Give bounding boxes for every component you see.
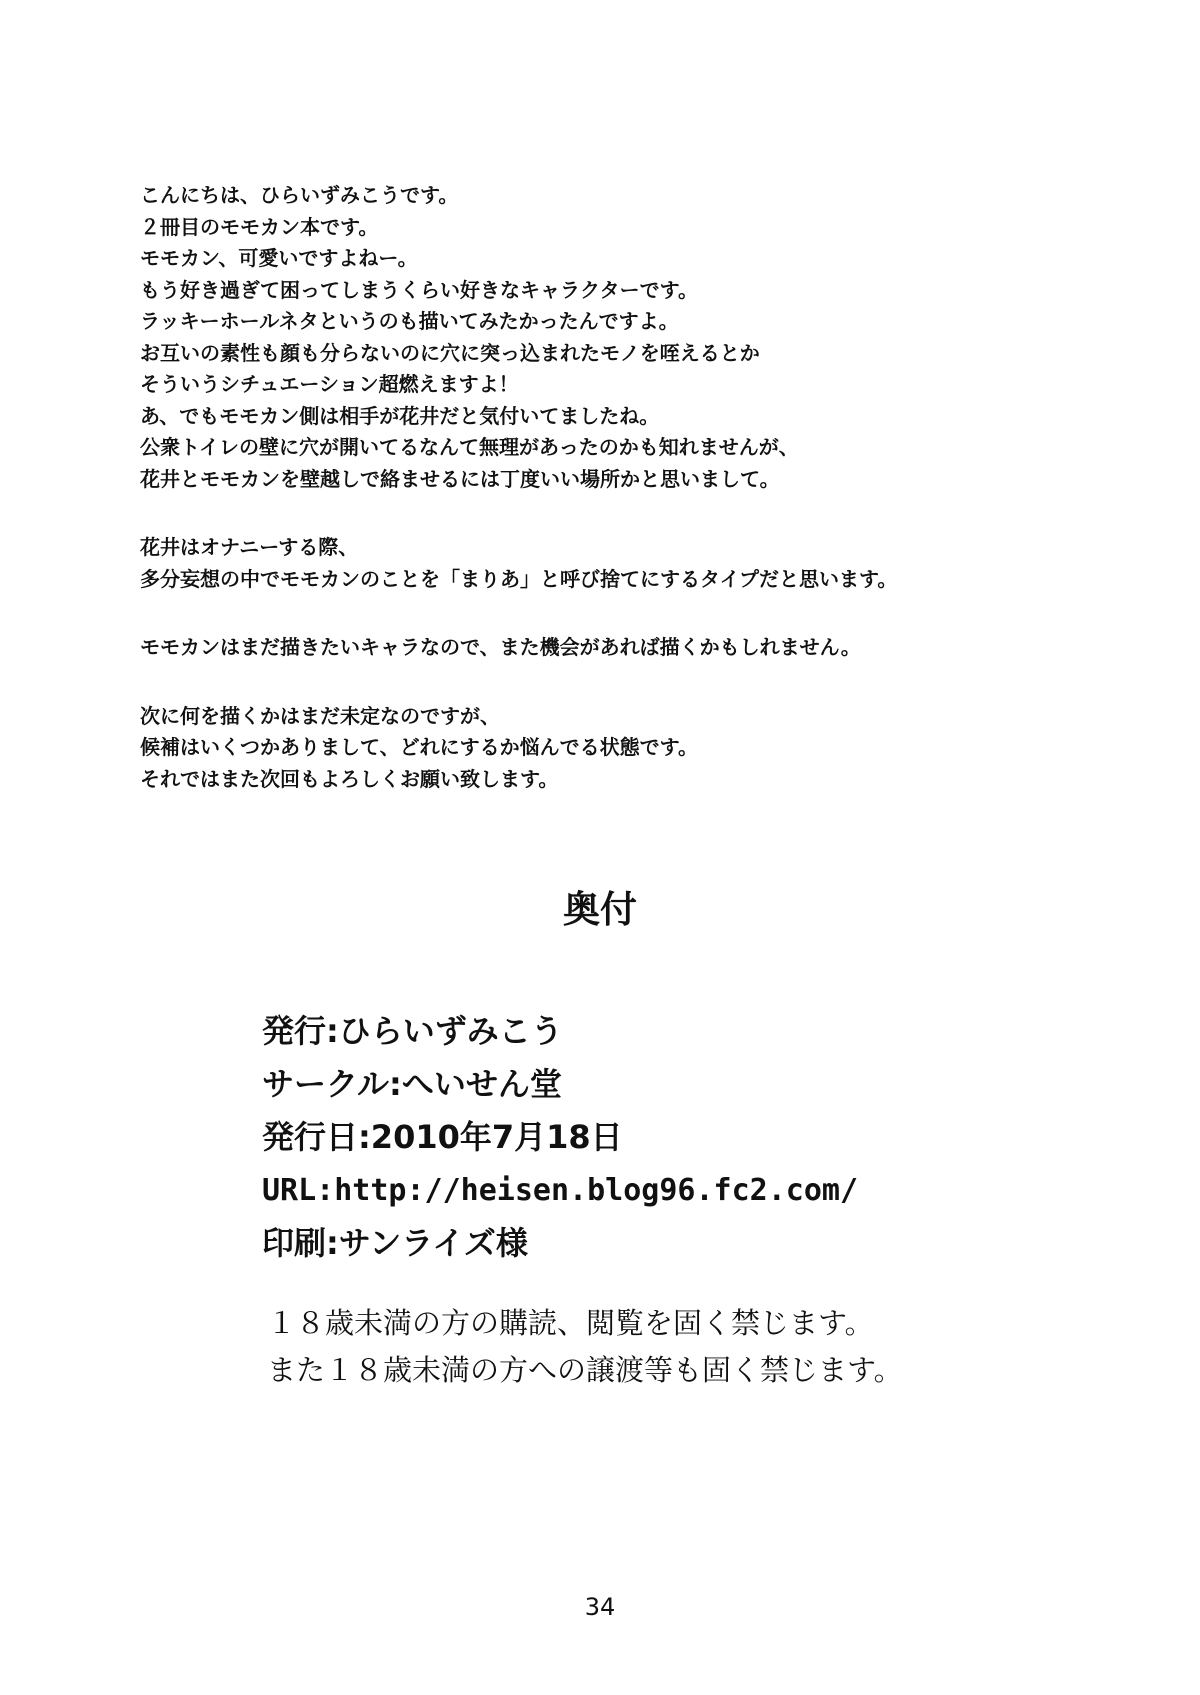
printer-line: 印刷:サンライズ様 bbox=[262, 1224, 528, 1262]
notice-line: １８歳未満の方の購読、閲覧を固く禁じます。 bbox=[267, 1306, 874, 1340]
publish-date-line: 発行日:2010年7月18日 bbox=[262, 1118, 623, 1156]
notice-line: また１８歳未満の方への譲渡等も固く禁じます。 bbox=[267, 1353, 903, 1387]
afterword-line: ２冊目のモモカン本です。 bbox=[140, 214, 379, 239]
afterword-paragraph bbox=[140, 632, 1130, 664]
afterword-paragraph bbox=[140, 532, 1130, 595]
afterword-line: モモカンはまだ描きたいキャラなので、また機会があれば描くかもしれません。 bbox=[140, 635, 861, 659]
afterword-text bbox=[140, 180, 1130, 832]
afterword-line: お互いの素性も顔も分らないのに穴に突っ込まれたモノを咥えるとか bbox=[140, 340, 760, 365]
afterword-line: 候補はいくつかありまして、どれにするか悩んでる状態です。 bbox=[140, 735, 698, 759]
afterword-line: 次に何を描くかはまだ未定なのですが、 bbox=[140, 703, 500, 728]
page-number: 34 bbox=[584, 1593, 616, 1621]
circle-line: サークル:へいせん堂 bbox=[262, 1065, 562, 1103]
afterword-line: ラッキーホールネタというのも描いてみたかったんですよ。 bbox=[140, 309, 679, 333]
afterword-line: あ、でもモモカン側は相手が花井だと気付いてましたね。 bbox=[140, 403, 660, 428]
afterword-paragraph bbox=[140, 701, 1130, 796]
publisher-line: 発行:ひらいずみこう bbox=[262, 1012, 563, 1050]
afterword-line: 多分妄想の中でモモカンのことを「まりあ」と呼び捨てにするタイプだと思います。 bbox=[140, 566, 898, 591]
afterword-line: それではまた次回もよろしくお願い致します。 bbox=[140, 766, 559, 791]
afterword-line: 花井とモモカンを壁越しで絡ませるには丁度いい場所かと思いまして。 bbox=[140, 466, 780, 491]
afterword-line: そういうシチュエーション超燃えますよ！ bbox=[140, 372, 519, 396]
colophon-details bbox=[262, 1005, 858, 1270]
colophon-title: 奥付 bbox=[563, 888, 637, 931]
afterword-line: 花井はオナニーする際、 bbox=[140, 535, 359, 559]
url-line: URL:http://heisen.blog96.fc2.com/ bbox=[262, 1173, 859, 1208]
afterword-line: こんにちは、ひらいずみこうです。 bbox=[140, 183, 459, 207]
afterword-line: もう好き過ぎて困ってしまうくらい好きなキャラクターです。 bbox=[140, 277, 698, 302]
afterword-line: 公衆トイレの壁に穴が開いてるなんて無理があったのかも知れませんが、 bbox=[140, 435, 799, 459]
afterword-paragraph bbox=[140, 180, 1130, 495]
afterword-line: モモカン、可愛いですよねー。 bbox=[140, 246, 418, 270]
age-restriction-notice bbox=[267, 1300, 903, 1394]
